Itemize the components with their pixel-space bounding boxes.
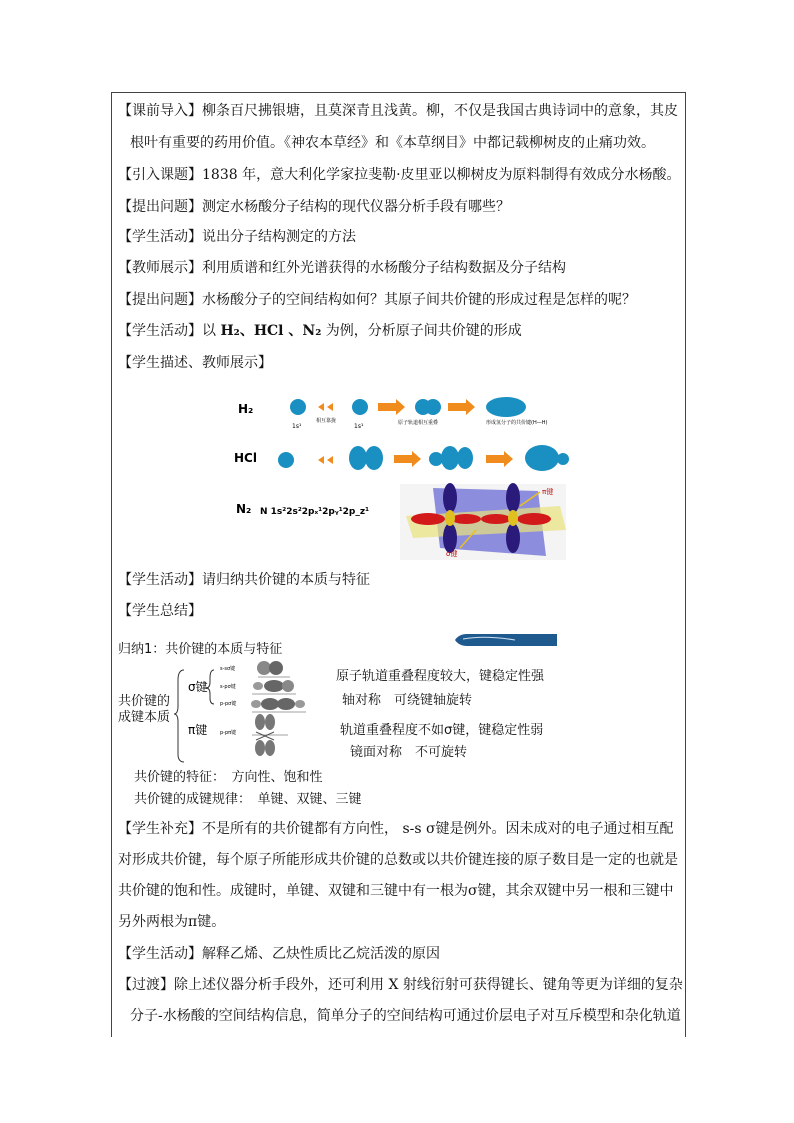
p-orbital-lobe (457, 447, 473, 469)
bond-features: 共价键的特征： 方向性、饱和性 (134, 770, 323, 785)
activity-line-1: 【学生活动】说出分子结构测定的方法 (118, 229, 356, 245)
pi-bond-type: π键 (188, 723, 208, 737)
teacher-show-line: 【教师展示】利用质谱和红外光谱获得的水杨酸分子结构数据及分子结构 (118, 260, 566, 276)
sigma-description-2: 轴对称 可绕键轴旋转 (342, 693, 473, 708)
pi-lobe-mid (445, 510, 455, 526)
summary-title: 归纳1：共价键的本质与特征 (118, 642, 283, 657)
question-line-2: 【提出问题】水杨酸分子的空间结构如何？其原子间共价键的形成过程是怎样的呢？ (118, 292, 636, 308)
formula-sep: 、 (239, 323, 254, 339)
sigma-lobe (481, 514, 511, 524)
bond-essence-line: 共价键的 (118, 694, 171, 709)
hcl-label: HCl (234, 451, 257, 465)
sigma-description-1: 原子轨道重叠程度较大，键稳定性强 (336, 669, 545, 684)
sigma-bond-type: σ键 (188, 680, 208, 694)
pi-lobe-mid (508, 510, 518, 526)
bond-formation-diagram (228, 388, 573, 563)
h-orbital (352, 399, 368, 415)
n2-configuration: N 1s²2s²2pₓ¹2pᵧ¹2p_z¹ (260, 507, 370, 517)
sigma-lobe (411, 513, 445, 525)
p-orbital-lobe (265, 714, 275, 730)
activity-suffix: 为例，分析原子间共价键的形成 (321, 323, 522, 339)
h2-label: H₂ (238, 402, 254, 416)
pi-lobe-upper (506, 483, 520, 513)
hcl-molecule-orbital (557, 453, 569, 465)
transition-line-2: 分子-水杨酸的空间结构信息，简单分子的空间结构可通过价层电子对互斥模型和杂化轨道 (130, 1008, 681, 1024)
p-orbital-lobe (255, 740, 265, 756)
bond-essence-line: 成键本质 (118, 710, 171, 725)
pi-bond-label: π键 (542, 488, 554, 496)
pi-description-2: 镜面对称 不可旋转 (350, 745, 468, 760)
pi-lobe-lower (506, 523, 520, 553)
sp-bond-label: s-pσ键 (220, 684, 236, 690)
overlap-orbital (425, 399, 441, 415)
p-orbital-lobe (255, 714, 265, 730)
overlap-mark (256, 732, 274, 740)
supplement-paragraph: 【学生补充】不是所有的共价键都有方向性， s-s σ键是例外。因未成对的电子通过相互配对形成共价键，每个原子所能形成共价键的总数或以共价键连接的原子数目是一定的也就是共价键的饱和性。成键时，单键、双键和三键中有一根为σ键，其余双键中另一根和三键中另外两根为π键。 (118, 821, 678, 930)
activity-line-2 (118, 321, 522, 341)
pi-lobe-upper (443, 483, 457, 513)
p-orbital-lobe (264, 680, 284, 692)
orbital-label: 1s¹ (292, 423, 302, 430)
formula-sep: 、 (283, 323, 303, 339)
sigma-lobe (451, 514, 481, 524)
describe-line: 【学生描述、教师展示】 (118, 355, 272, 371)
p-orbital-lobe (251, 700, 261, 708)
s-orbital (257, 661, 271, 675)
p-orbital-lobe (349, 446, 367, 470)
pi-lobe-lower (443, 523, 457, 553)
brace-icon (174, 670, 184, 762)
intro-line-1: 【课前导入】柳条百尺拂银塘，且莫深青且浅黄。柳，不仅是我国古典诗词中的意象，其皮 (118, 103, 678, 119)
formula-hcl: HCl (253, 323, 284, 339)
ss-bond-label: s-sσ键 (220, 666, 236, 672)
h2-molecule-orbital (486, 397, 526, 417)
s-orbital (282, 680, 294, 692)
arrow-right-icon (394, 451, 421, 467)
p-orbital-lobe (441, 446, 459, 470)
step-label: 形成氢分子的共价键(H—H) (486, 420, 548, 426)
step-label: 相互靠拢 (316, 418, 337, 424)
arrow-right-icon (486, 451, 513, 467)
p-orbital-lobe (295, 700, 305, 708)
formula-n2: N₂ (302, 323, 322, 339)
overlap-orbital (429, 452, 443, 466)
summary-heading: 【学生总结】 (118, 603, 202, 619)
bond-type-diagram (172, 658, 340, 776)
topic-line: 【引入课题】1838 年，意大利化学家拉斐勒·皮里亚以柳树皮为原料制得有效成分水杨酸。 (118, 167, 681, 183)
orbital-label: 1s¹ (354, 423, 364, 430)
p-orbital-lobe (261, 698, 279, 710)
bond-essence-label (118, 694, 170, 726)
hcl-molecule-orbital (525, 445, 559, 471)
intro-line-2: 根叶有重要的药用价值。《神农本草经》和《本草纲目》中都记载柳树皮的止痛功效。 (130, 135, 655, 151)
activity-line-4: 【学生活动】解释乙烯、乙炔性质比乙烷活泼的原因 (118, 946, 440, 962)
p-orbital-lobe (277, 698, 295, 710)
arrow-right-icon (448, 399, 475, 415)
pp-pi-label: p-pπ键 (220, 730, 237, 736)
formula-h2: H₂ (220, 323, 240, 339)
p-orbital-lobe (365, 446, 383, 470)
step-label: 原子轨道相互重叠 (398, 420, 439, 426)
p-orbital-lobe (253, 682, 263, 690)
activity-line-3: 【学生活动】请归纳共价键的本质与特征 (118, 572, 370, 588)
sigma-bond-label: σ键 (446, 550, 458, 558)
n2-label: N₂ (236, 502, 252, 516)
h-orbital (290, 399, 306, 415)
transition-line-1: 【过渡】除上述仪器分析手段外，还可利用 X 射线衍射可获得键长、键角等更为详细的复杂 (118, 977, 683, 993)
approach-arrows-icon (318, 456, 333, 464)
p-orbital-lobe (265, 740, 275, 756)
h-orbital (278, 452, 294, 468)
approach-arrows-icon (318, 403, 333, 411)
sigma-lobe (517, 513, 551, 525)
arrow-right-icon (378, 399, 405, 415)
pp-sigma-label: p-pσ键 (220, 701, 237, 707)
slide-banner (455, 634, 557, 646)
question-line-1: 【提出问题】测定水杨酸分子结构的现代仪器分析手段有哪些？ (118, 199, 510, 215)
bond-rules: 共价键的成键规律： 单键、双键、三键 (134, 792, 362, 807)
s-orbital (269, 661, 283, 675)
activity-prefix: 【学生活动】以 (118, 323, 221, 339)
pi-description-1: 轨道重叠程度不如σ键，键稳定性弱 (340, 723, 544, 738)
